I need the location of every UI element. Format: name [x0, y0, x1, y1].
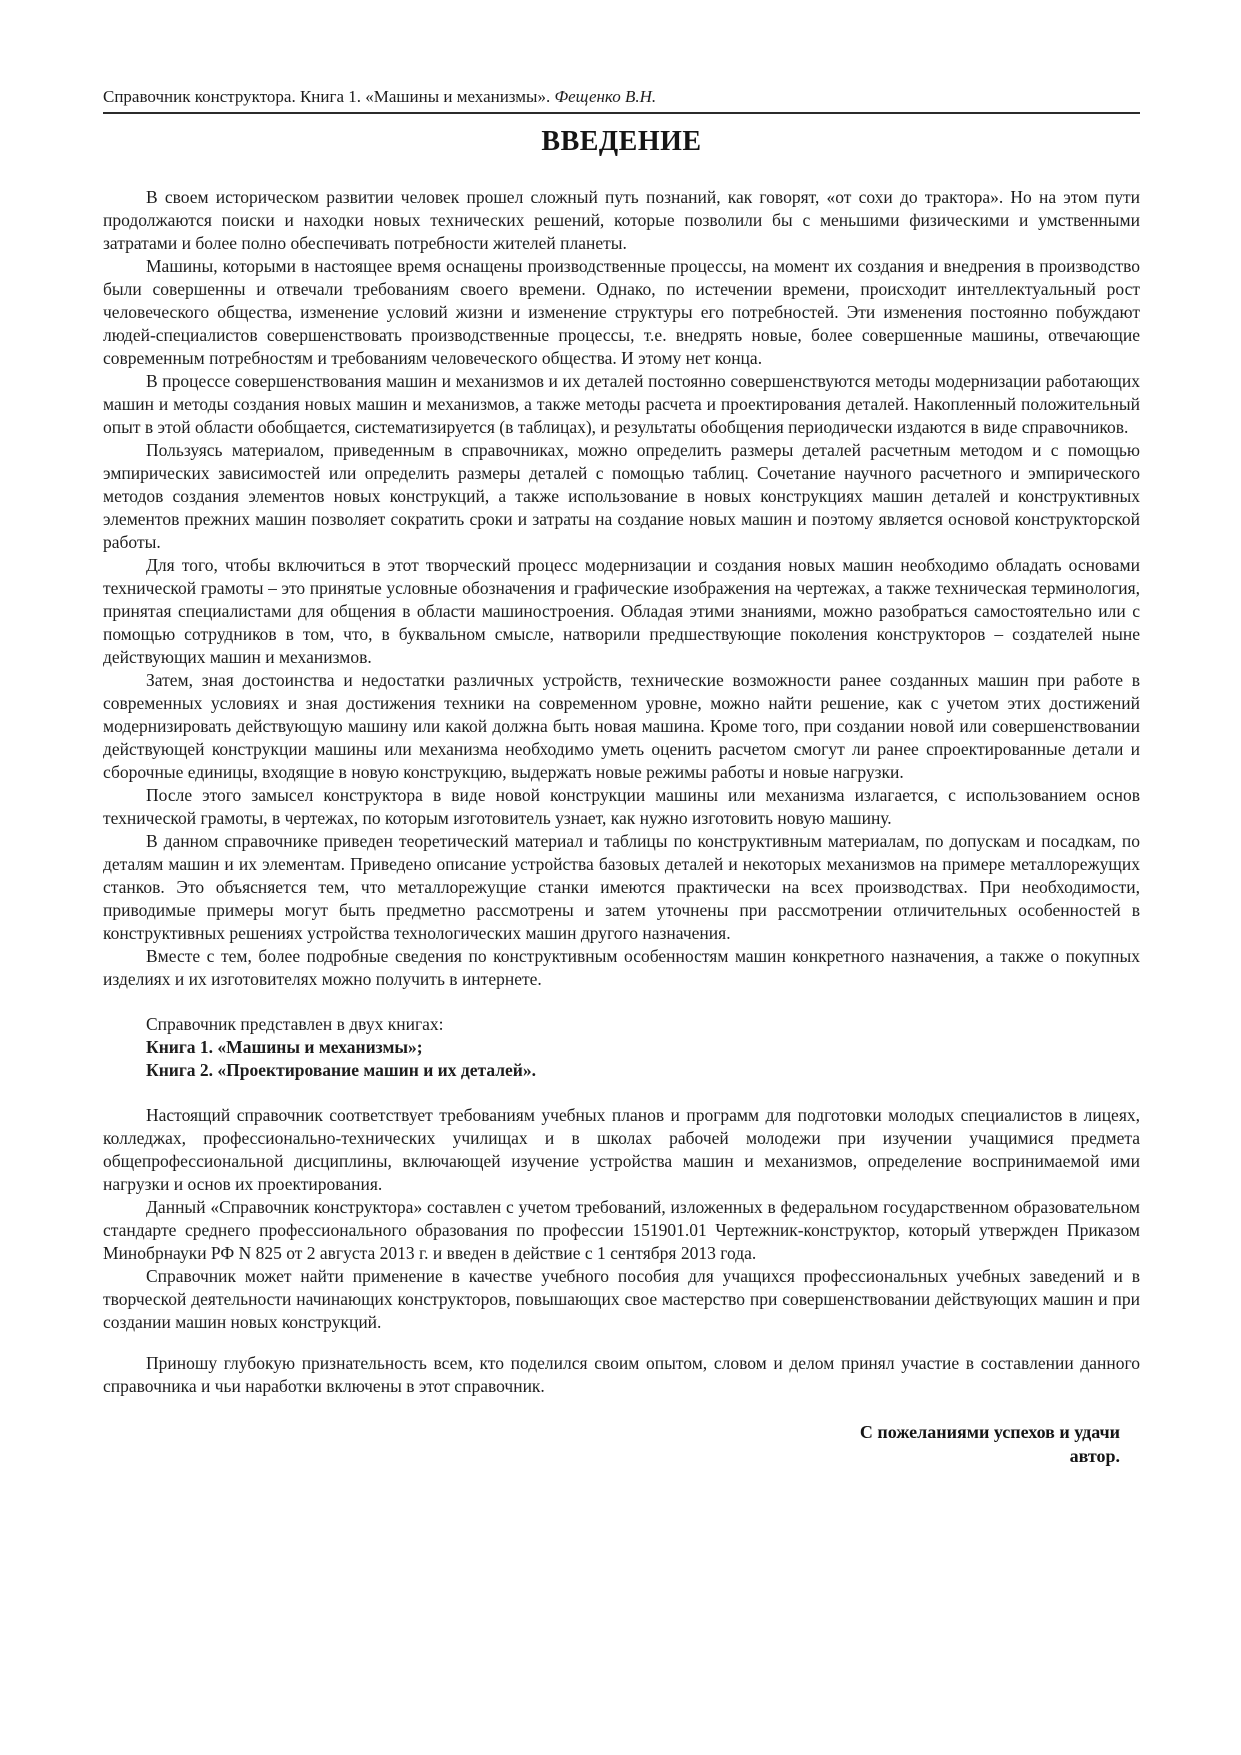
intro-paragraph: Затем, зная достоинства и недостатки различных устройств, технические возможности ранее созданных машин при работе в современных условиях и зная достижения техники на современном уровне, можно найти решение, как с учетом этих достижений модернизировать действующую машину или какой должна быть новая машина. Кроме того, при создании новой или совершенствовании действующей конструкции машины или механизма необходимо уметь оценить расчетом смогут ли ранее спроектированные детали и сборочные единицы, входящие в новую конструкцию, выдержать новые режимы работы и новые нагрузки.	[103, 670, 1140, 782]
signoff	[103, 1420, 1140, 1468]
books-intro-line: Справочник представлен в двух книгах:	[146, 1014, 444, 1034]
book2-line: Книга 2. «Проектирование машин и их деталей».	[146, 1060, 537, 1080]
vertical-spacer	[103, 1082, 1140, 1104]
vertical-spacer	[103, 991, 1140, 1013]
document-body	[103, 186, 1140, 1468]
intro-paragraph: Вместе с тем, более подробные сведения по конструктивным особенностям машин конкретного назначения, а также о покупных изделиях и их изготовителях можно получить в интернете.	[103, 946, 1140, 989]
closing-paragraph: Справочник может найти применение в качестве учебного пособия для учащихся профессиональных учебных заведений и в творческой деятельности начинающих конструкторов, повышающих свое мастерство при совершенствовании действующих машин и при создании машин новых конструкций.	[103, 1266, 1140, 1332]
intro-paragraph: В своем историческом развитии человек прошел сложный путь познаний, как говорят, «от сохи до трактора». Но на этом пути продолжаются поиски и находки новых технических решений, которые позволили бы с меньшими физическими и умственными затратами и более полно обеспечивать потребности жителей планеты.	[103, 187, 1140, 253]
intro-paragraph: Пользуясь материалом, приведенным в справочниках, можно определить размеры деталей расчетным методом и с помощью эмпирических зависимостей или определить размеры деталей с помощью таблиц. Сочетание научного расчетного и эмпирического методов создания элементов новых конструкций, а также использование в новых конструкциях машин деталей и конструктивных элементов прежних машин позволяет сократить сроки и затраты на создание новых машин и поэтому является основой конструкторской работы.	[103, 440, 1140, 552]
signoff-line1: С пожеланиями успехов и удачи	[859, 1422, 1120, 1442]
page-title: ВВЕДЕНИЕ	[541, 126, 702, 157]
running-header	[103, 86, 1140, 114]
vertical-spacer	[103, 1334, 1140, 1352]
running-header-author: Фещенко В.Н.	[554, 87, 657, 106]
closing-paragraph: Настоящий справочник соответствует требованиям учебных планов и программ для подготовки молодых специалистов в лицеях, колледжах, профессионально-технических училищах и в школах рабочей молодежи при изучении учащимися предмета общепрофессиональной дисциплины, включающей изучение устройства машин и механизмов, определение воспринимаемой ими нагрузки и основ их проектирования.	[103, 1105, 1140, 1194]
running-header-title: Справочник конструктора. Книга 1. «Машины и механизмы».	[103, 87, 555, 106]
closing-paragraph: Данный «Справочник конструктора» составлен с учетом требований, изложенных в федеральном государственном образовательном стандарте среднего профессионального образования по профессии 151901.01 Чертежник-конструктор, который утвержден Приказом Минобрнауки РФ N 825 от 2 августа 2013 г. и введен в действие с 1 сентября 2013 года.	[103, 1197, 1140, 1263]
intro-paragraph: Для того, чтобы включиться в этот творческий процесс модернизации и создания новых машин необходимо обладать основами технической грамоты – это принятые условные обозначения и графические изображения на чертежах, а также техническая терминология, принятая специалистами для общения в области машиностроения. Обладая этими знаниями, можно разобраться самостоятельно или с помощью сотрудников в том, что, в буквальном смысле, натворили предшествующие поколения конструкторов – создателей ныне действующих машин и механизмов.	[103, 555, 1140, 667]
intro-paragraph: В данном справочнике приведен теоретический материал и таблицы по конструктивным материалам, по допускам и посадкам, по деталям машин и их элементам. Приведено описание устройства базовых деталей и некоторых механизмов на примере металлорежущих станков. Это объясняется тем, что металлорежущие станки имеются практически на всех производствах. При необходимости, приводимые примеры могут быть предметно рассмотрены и затем уточнены при рассмотрении отличительных особенностей в конструктивных решениях устройства технологических машин другого назначения.	[103, 831, 1140, 943]
intro-paragraph: В процессе совершенствования машин и механизмов и их деталей постоянно совершенствуются методы модернизации работающих машин и методы создания новых машин и механизмов, а также методы расчета и проектирования деталей. Накопленный положительный опыт в этой области обобщается, систематизируется (в таблицах), и результаты обобщения периодически издаются в виде справочников.	[103, 371, 1140, 437]
intro-paragraph: Машины, которыми в настоящее время оснащены производственные процессы, на момент их создания и внедрения в производство были совершенны и отвечали требованиям своего времени. Однако, по истечении времени, происходит интеллектуальный рост человеческого общества, изменение условий жизни и изменение структуры его потребностей. Эти изменения постоянно побуждают людей-специалистов совершенствовать производственные процессы, т.е. внедрять новые, более совершенные машины, отвечающие современным потребностям и требованиям человеческого общества. И этому нет конца.	[103, 256, 1140, 368]
acknowledgement-paragraph: Приношу глубокую признательность всем, кто поделился своим опытом, словом и делом принял участие в составлении данного справочника и чьи наработки включены в этот справочник.	[103, 1353, 1140, 1396]
intro-paragraph: После этого замысел конструктора в виде новой конструкции машины или механизма излагается, с использованием основ технической грамоты, в чертежах, по которым изготовитель узнает, как нужно изготовить новую машину.	[103, 785, 1140, 828]
book1-line: Книга 1. «Машины и механизмы»;	[146, 1037, 423, 1057]
signoff-line2: автор.	[1069, 1446, 1120, 1466]
